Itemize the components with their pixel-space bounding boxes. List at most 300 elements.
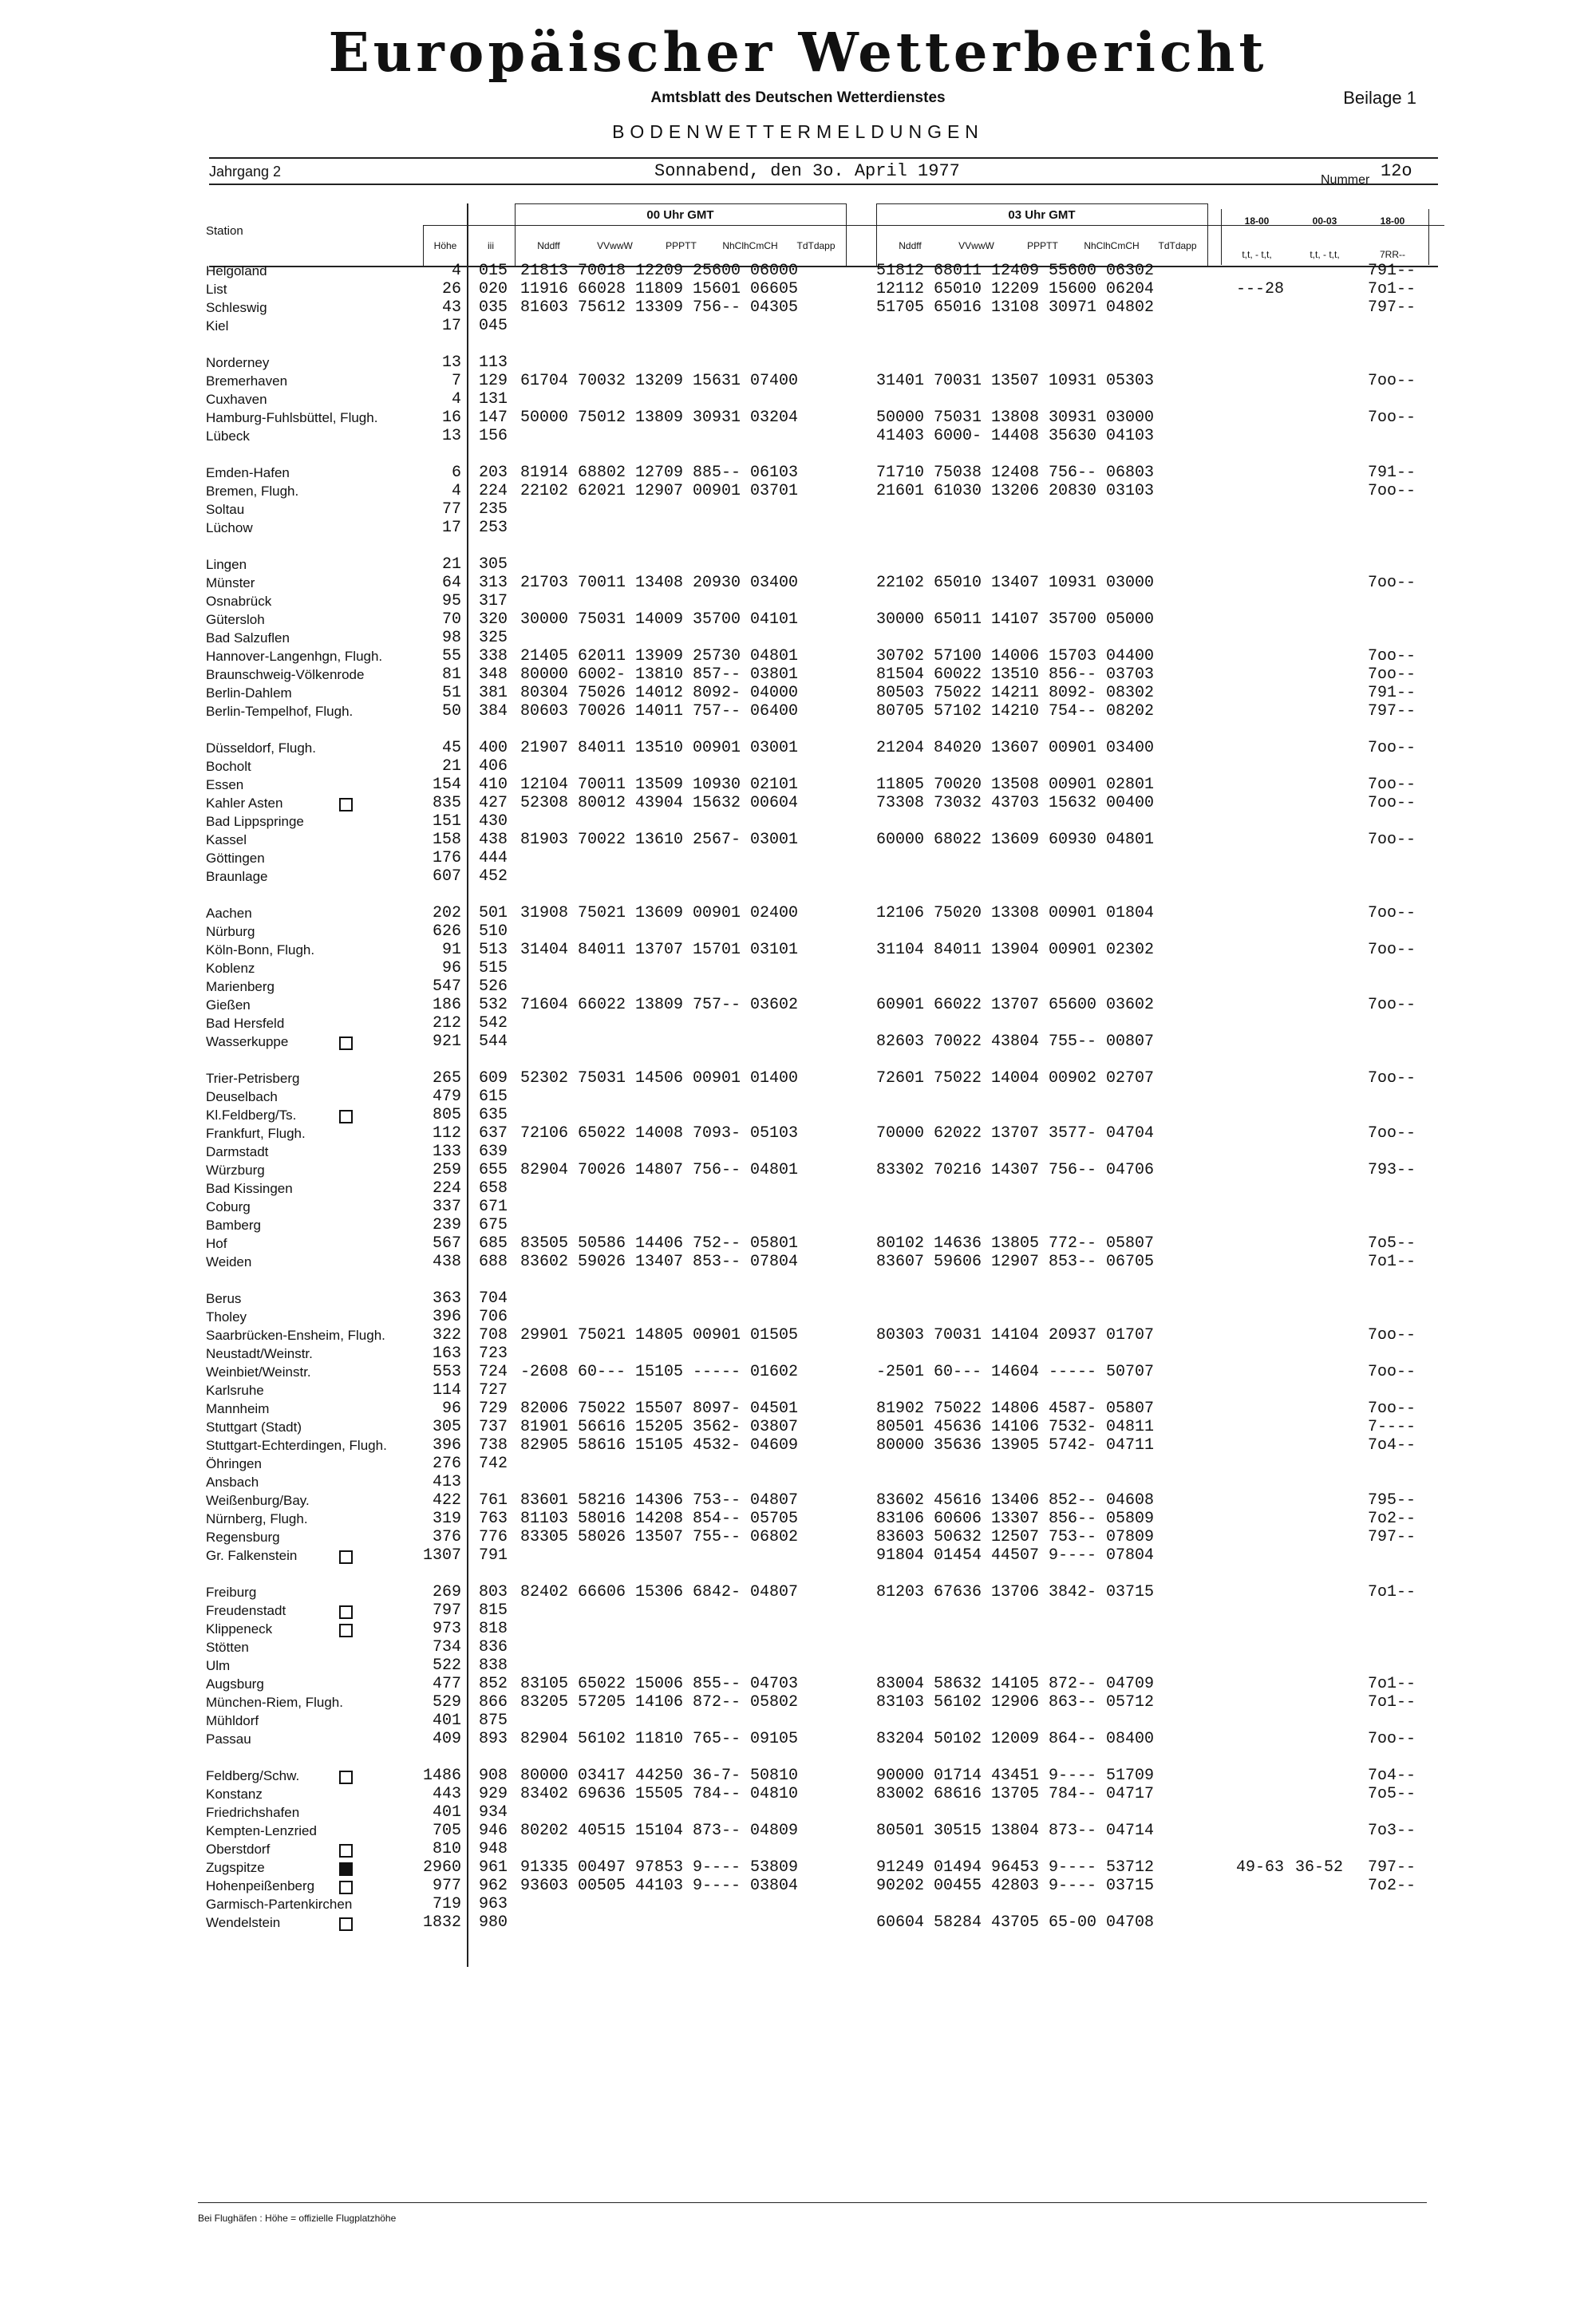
station-number: 526 — [479, 977, 508, 996]
obs-00-gmt: 82905 58616 15105 4532- 04609 — [520, 1436, 799, 1455]
col-ex3-sub: 7RR-- — [1380, 249, 1405, 260]
station-elevation: 4 — [451, 262, 461, 280]
precip-group: 7o1-- — [1368, 1675, 1416, 1693]
station-number: 776 — [479, 1528, 508, 1546]
station-number: 962 — [479, 1877, 508, 1895]
station-elevation: 212 — [432, 1014, 461, 1033]
station-name: Wendelstein — [206, 1915, 281, 1930]
obs-03-gmt: 12106 75020 13308 00901 01804 — [876, 904, 1155, 922]
station-number: 729 — [479, 1400, 508, 1418]
obs-03-gmt: 72601 75022 14004 00902 02707 — [876, 1069, 1155, 1088]
precip-group: 791-- — [1368, 464, 1416, 482]
station-name: Hamburg-Fuhlsbüttel, Flugh. — [206, 410, 378, 425]
station-name: Bocholt — [206, 759, 251, 774]
obs-03-gmt: 80102 14636 13805 772-- 05807 — [876, 1234, 1155, 1253]
station-number: 131 — [479, 390, 508, 409]
precip-group: 7oo-- — [1368, 904, 1416, 922]
col-ex3: 18-00 — [1380, 215, 1405, 227]
station-number: 320 — [479, 610, 508, 629]
station-elevation: 51 — [441, 684, 461, 702]
obs-00-gmt: 83602 59026 13407 853-- 07804 — [520, 1253, 799, 1271]
open-square-icon — [339, 1881, 353, 1894]
precip-group: 7oo-- — [1368, 1124, 1416, 1143]
group-border — [1207, 203, 1208, 266]
station-name: Helgoland — [206, 263, 267, 278]
station-name: Feldberg/Schw. — [206, 1768, 300, 1783]
station-elevation: 55 — [441, 647, 461, 665]
station-name: Hof — [206, 1236, 227, 1251]
station-number: 410 — [479, 776, 508, 794]
station-elevation: 319 — [432, 1510, 461, 1528]
table-header-rule — [209, 266, 1438, 267]
station-name: Weiden — [206, 1254, 252, 1269]
obs-03-gmt: 90202 00455 42803 9---- 03715 — [876, 1877, 1155, 1895]
station-name: Cuxhaven — [206, 392, 267, 407]
col-ex1-sub: t,t, - t,t, — [1242, 249, 1272, 260]
station-elevation: 259 — [432, 1161, 461, 1179]
station-name: Neustadt/Weinstr. — [206, 1346, 313, 1361]
obs-03-gmt: 41403 6000- 14408 35630 04103 — [876, 427, 1155, 445]
obs-03-gmt: 22102 65010 13407 10931 03000 — [876, 574, 1155, 592]
station-elevation: 96 — [441, 1400, 461, 1418]
precip-group: 7o5-- — [1368, 1234, 1416, 1253]
obs-00-gmt: 29901 75021 14805 00901 01505 — [520, 1326, 799, 1344]
station-number: 875 — [479, 1712, 508, 1730]
precip-group: 7oo-- — [1368, 941, 1416, 959]
station-elevation: 396 — [432, 1436, 461, 1455]
obs-03-gmt: 60604 58284 43705 65-00 04708 — [876, 1913, 1155, 1932]
station-number: 893 — [479, 1730, 508, 1748]
col-ex2-sub: t,t, - t,t, — [1310, 249, 1340, 260]
obs-03-gmt: 12112 65010 12209 15600 06204 — [876, 280, 1155, 298]
station-number: 253 — [479, 519, 508, 537]
obs-00-gmt: 31908 75021 13609 00901 02400 — [520, 904, 799, 922]
station-elevation: 626 — [432, 922, 461, 941]
extra-border — [1428, 209, 1429, 265]
station-number: 513 — [479, 941, 508, 959]
station-name: Berlin-Dahlem — [206, 685, 292, 701]
report-subtitle: Amtsblatt des Deutschen Wetterdienstes — [650, 89, 946, 106]
station-name: Karlsruhe — [206, 1383, 264, 1398]
obs-03-gmt: 31104 84011 13904 00901 02302 — [876, 941, 1155, 959]
station-number: 671 — [479, 1198, 508, 1216]
station-number: 738 — [479, 1436, 508, 1455]
obs-00-gmt: 82402 66606 15306 6842- 04807 — [520, 1583, 799, 1601]
obs-03-gmt: 80501 45636 14106 7532- 04811 — [876, 1418, 1155, 1436]
col-00-nddff: Nddff — [537, 240, 560, 251]
col-ex1: 18-00 — [1244, 215, 1270, 227]
precip-group: 7oo-- — [1368, 1069, 1416, 1088]
obs-03-gmt: 91249 01494 96453 9---- 53712 — [876, 1858, 1155, 1877]
table-divider — [467, 203, 468, 1967]
station-name: Mannheim — [206, 1401, 270, 1416]
station-elevation: 43 — [441, 298, 461, 317]
station-number: 737 — [479, 1418, 508, 1436]
station-name: Emden-Hafen — [206, 465, 290, 480]
obs-00-gmt: 30000 75031 14009 35700 04101 — [520, 610, 799, 629]
obs-00-gmt: 80000 6002- 13810 857-- 03801 — [520, 665, 799, 684]
station-number: 224 — [479, 482, 508, 500]
station-elevation: 13 — [441, 353, 461, 372]
precip-group: 791-- — [1368, 684, 1416, 702]
station-elevation: 70 — [441, 610, 461, 629]
station-number: 908 — [479, 1767, 508, 1785]
station-elevation: 422 — [432, 1491, 461, 1510]
station-elevation: 719 — [432, 1895, 461, 1913]
station-elevation: 7 — [451, 372, 461, 390]
obs-00-gmt: 80603 70026 14011 757-- 06400 — [520, 702, 799, 721]
col-00-ppptt: PPPTT — [666, 240, 697, 251]
obs-00-gmt: 82904 70026 14807 756-- 04801 — [520, 1161, 799, 1179]
obs-00-gmt: 82904 56102 11810 765-- 09105 — [520, 1730, 799, 1748]
station-elevation: 163 — [432, 1344, 461, 1363]
station-number: 708 — [479, 1326, 508, 1344]
obs-03-gmt: 83204 50102 12009 864-- 08400 — [876, 1730, 1155, 1748]
station-elevation: 21 — [441, 757, 461, 776]
obs-03-gmt: 80503 75022 14211 8092- 08302 — [876, 684, 1155, 702]
station-number: 035 — [479, 298, 508, 317]
station-name: Berus — [206, 1291, 242, 1306]
station-name: Kahler Asten — [206, 796, 283, 811]
station-elevation: 265 — [432, 1069, 461, 1088]
precip-group: 7o1-- — [1368, 1693, 1416, 1712]
group-border — [846, 203, 847, 266]
obs-00-gmt: 52302 75031 14506 00901 01400 — [520, 1069, 799, 1088]
table-header-rule — [423, 225, 1444, 226]
station-number: 723 — [479, 1344, 508, 1363]
obs-03-gmt: 83106 60606 13307 856-- 05809 — [876, 1510, 1155, 1528]
station-number: 639 — [479, 1143, 508, 1161]
obs-00-gmt: 83105 65022 15006 855-- 04703 — [520, 1675, 799, 1693]
group-rule — [876, 203, 1207, 204]
obs-03-gmt: 80303 70031 14104 20937 01707 — [876, 1326, 1155, 1344]
obs-00-gmt: 83601 58216 14306 753-- 04807 — [520, 1491, 799, 1510]
station-number: 963 — [479, 1895, 508, 1913]
station-name: Stötten — [206, 1640, 249, 1655]
station-name: Gr. Falkenstein — [206, 1548, 298, 1563]
station-number: 501 — [479, 904, 508, 922]
station-number: 763 — [479, 1510, 508, 1528]
station-number: 381 — [479, 684, 508, 702]
station-name: Lüchow — [206, 520, 253, 535]
station-elevation: 401 — [432, 1803, 461, 1822]
station-elevation: 26 — [441, 280, 461, 298]
station-number: 452 — [479, 867, 508, 886]
precip-group: 7o2-- — [1368, 1877, 1416, 1895]
station-number: 791 — [479, 1546, 508, 1565]
open-square-icon — [339, 1917, 353, 1931]
col-03-vvwww: VVwwW — [958, 240, 994, 251]
station-elevation: 2960 — [422, 1858, 461, 1877]
temp-range-18-00: ---28 — [1236, 280, 1285, 298]
obs-03-gmt: 73308 73032 43703 15632 00400 — [876, 794, 1155, 812]
obs-03-gmt: 11805 70020 13508 00901 02801 — [876, 776, 1155, 794]
station-elevation: 322 — [432, 1326, 461, 1344]
station-name: Augsburg — [206, 1676, 264, 1692]
station-name: Nürburg — [206, 924, 255, 939]
station-elevation: 96 — [441, 959, 461, 977]
station-name: Freudenstadt — [206, 1603, 286, 1618]
station-number: 325 — [479, 629, 508, 647]
precip-group: 797-- — [1368, 298, 1416, 317]
issue-date: Sonnabend, den 3o. April 1977 — [654, 161, 960, 181]
station-number: 838 — [479, 1656, 508, 1675]
precip-group: 7oo-- — [1368, 1730, 1416, 1748]
station-elevation: 50 — [441, 702, 461, 721]
station-number: 655 — [479, 1161, 508, 1179]
station-elevation: 797 — [432, 1601, 461, 1620]
station-elevation: 409 — [432, 1730, 461, 1748]
station-elevation: 239 — [432, 1216, 461, 1234]
station-elevation: 553 — [432, 1363, 461, 1381]
precip-group: 7o1-- — [1368, 1253, 1416, 1271]
station-name: Darmstadt — [206, 1144, 269, 1159]
station-elevation: 973 — [432, 1620, 461, 1638]
precip-group: 7oo-- — [1368, 647, 1416, 665]
station-number: 444 — [479, 849, 508, 867]
obs-03-gmt: 83302 70216 14307 756-- 04706 — [876, 1161, 1155, 1179]
station-elevation: 477 — [432, 1675, 461, 1693]
station-name: Düsseldorf, Flugh. — [206, 740, 316, 756]
station-name: Friedrichshafen — [206, 1805, 300, 1820]
precip-group: 7o5-- — [1368, 1785, 1416, 1803]
open-square-icon — [339, 1550, 353, 1564]
obs-03-gmt: 90000 01714 43451 9---- 51709 — [876, 1767, 1155, 1785]
station-name: Lingen — [206, 557, 247, 572]
station-name: Ansbach — [206, 1475, 259, 1490]
station-elevation: 186 — [432, 996, 461, 1014]
station-name: Braunschweig-Völkenrode — [206, 667, 365, 682]
station-name: Klippeneck — [206, 1621, 273, 1637]
open-square-icon — [339, 1036, 353, 1050]
station-name: Tholey — [206, 1309, 247, 1325]
precip-group: 795-- — [1368, 1491, 1416, 1510]
station-name: Garmisch-Partenkirchen — [206, 1897, 353, 1912]
station-number: 532 — [479, 996, 508, 1014]
precip-group: 7oo-- — [1368, 372, 1416, 390]
station-number: 685 — [479, 1234, 508, 1253]
header-rule — [209, 157, 1438, 159]
open-square-icon — [339, 1844, 353, 1858]
footer-rule — [198, 2202, 1427, 2203]
obs-03-gmt: 82603 70022 43804 755-- 00807 — [876, 1033, 1155, 1051]
station-name: Koblenz — [206, 961, 255, 976]
col-03-nddff: Nddff — [899, 240, 922, 251]
station-elevation: 95 — [441, 592, 461, 610]
open-square-icon — [339, 1605, 353, 1619]
table-divider — [423, 225, 424, 267]
precip-group: 7o4-- — [1368, 1436, 1416, 1455]
station-name: Coburg — [206, 1199, 251, 1214]
station-number: 929 — [479, 1785, 508, 1803]
station-number: 015 — [479, 262, 508, 280]
station-name: Kiel — [206, 318, 229, 334]
station-number: 836 — [479, 1638, 508, 1656]
obs-00-gmt: 81901 56616 15205 3562- 03807 — [520, 1418, 799, 1436]
precip-group: 791-- — [1368, 262, 1416, 280]
station-elevation: 202 — [432, 904, 461, 922]
station-name: Göttingen — [206, 851, 265, 866]
station-elevation: 522 — [432, 1656, 461, 1675]
obs-00-gmt: 81603 75612 13309 756-- 04305 — [520, 298, 799, 317]
precip-group: 7oo-- — [1368, 996, 1416, 1014]
station-name: List — [206, 282, 227, 297]
obs-00-gmt: 91335 00497 97853 9---- 53809 — [520, 1858, 799, 1877]
col-00-clouds: NhClhCmCH — [722, 240, 778, 251]
temp-range-00-03: 36-52 — [1295, 1858, 1344, 1877]
station-elevation: 734 — [432, 1638, 461, 1656]
precip-group: 7oo-- — [1368, 776, 1416, 794]
station-number: 675 — [479, 1216, 508, 1234]
station-name: Soltau — [206, 502, 245, 517]
station-number: 384 — [479, 702, 508, 721]
obs-03-gmt: 71710 75038 12408 756-- 06803 — [876, 464, 1155, 482]
station-number: 635 — [479, 1106, 508, 1124]
station-elevation: 835 — [432, 794, 461, 812]
station-name: Weißenburg/Bay. — [206, 1493, 310, 1508]
station-number: 427 — [479, 794, 508, 812]
obs-00-gmt: 80304 75026 14012 8092- 04000 — [520, 684, 799, 702]
precip-group: 7o4-- — [1368, 1767, 1416, 1785]
obs-00-gmt: 81103 58016 14208 854-- 05705 — [520, 1510, 799, 1528]
station-name: Münster — [206, 575, 255, 590]
station-number: 430 — [479, 812, 508, 831]
station-number: 515 — [479, 959, 508, 977]
station-number: 317 — [479, 592, 508, 610]
station-name: Berlin-Tempelhof, Flugh. — [206, 704, 354, 719]
obs-03-gmt: 91804 01454 44507 9---- 07804 — [876, 1546, 1155, 1565]
station-number: 438 — [479, 831, 508, 849]
obs-03-gmt: 83602 45616 13406 852-- 04608 — [876, 1491, 1155, 1510]
obs-00-gmt: 93603 00505 44103 9---- 03804 — [520, 1877, 799, 1895]
station-number: 815 — [479, 1601, 508, 1620]
station-elevation: 154 — [432, 776, 461, 794]
station-name: Bad Salzuflen — [206, 630, 290, 646]
station-number: 706 — [479, 1308, 508, 1326]
col-00-vvwww: VVwwW — [597, 240, 633, 251]
obs-03-gmt: 80000 35636 13905 5742- 04711 — [876, 1436, 1155, 1455]
col-station: Station — [206, 224, 243, 238]
col-03-dewpoint: TdTdapp — [1158, 240, 1197, 251]
station-elevation: 77 — [441, 500, 461, 519]
station-name: Regensburg — [206, 1530, 280, 1545]
obs-00-gmt: 81914 68802 12709 885-- 06103 — [520, 464, 799, 482]
station-elevation: 21 — [441, 555, 461, 574]
issue-number: 12o — [1381, 161, 1412, 181]
station-elevation: 269 — [432, 1583, 461, 1601]
precip-group: 793-- — [1368, 1161, 1416, 1179]
station-elevation: 1486 — [422, 1767, 461, 1785]
obs-00-gmt: 50000 75012 13809 30931 03204 — [520, 409, 799, 427]
obs-00-gmt: 61704 70032 13209 15631 07400 — [520, 372, 799, 390]
station-name: Essen — [206, 777, 244, 792]
obs-00-gmt: 80202 40515 15104 873-- 04809 — [520, 1822, 799, 1840]
precip-group: 7oo-- — [1368, 409, 1416, 427]
precip-group: 7oo-- — [1368, 665, 1416, 684]
obs-03-gmt: 60000 68022 13609 60930 04801 — [876, 831, 1155, 849]
col-00-dewpoint: TdTdapp — [796, 240, 836, 251]
group-rule — [515, 203, 846, 204]
station-elevation: 363 — [432, 1289, 461, 1308]
station-name: Osnabrück — [206, 594, 272, 609]
obs-00-gmt: 22102 62021 12907 00901 03701 — [520, 482, 799, 500]
station-number: 934 — [479, 1803, 508, 1822]
precip-group: 797-- — [1368, 702, 1416, 721]
station-number: 203 — [479, 464, 508, 482]
precip-group: 7o3-- — [1368, 1822, 1416, 1840]
station-name: Gütersloh — [206, 612, 265, 627]
station-name: Bremen, Flugh. — [206, 484, 299, 499]
precip-group: 7oo-- — [1368, 1326, 1416, 1344]
station-name: Passau — [206, 1731, 251, 1747]
station-name: Hannover-Langenhgn, Flugh. — [206, 649, 383, 664]
section-heading: BODENWETTERMELDUNGEN — [612, 121, 984, 142]
obs-00-gmt: 82006 75022 15507 8097- 04501 — [520, 1400, 799, 1418]
station-elevation: 81 — [441, 665, 461, 684]
open-square-icon — [339, 798, 353, 811]
station-name: Kassel — [206, 832, 247, 847]
open-square-icon — [339, 1624, 353, 1637]
station-name: Marienberg — [206, 979, 275, 994]
temp-range-18-00: 49-63 — [1236, 1858, 1285, 1877]
station-number: 400 — [479, 739, 508, 757]
station-name: Kl.Feldberg/Ts. — [206, 1108, 297, 1123]
station-number: 235 — [479, 500, 508, 519]
obs-00-gmt: 83402 69636 15505 784-- 04810 — [520, 1785, 799, 1803]
station-name: Norderney — [206, 355, 270, 370]
station-number: 946 — [479, 1822, 508, 1840]
station-number: 980 — [479, 1913, 508, 1932]
obs-03-gmt: 81902 75022 14806 4587- 05807 — [876, 1400, 1155, 1418]
obs-03-gmt: 50000 75031 13808 30931 03000 — [876, 409, 1155, 427]
station-elevation: 17 — [441, 519, 461, 537]
obs-00-gmt: 11916 66028 11809 15601 06605 — [520, 280, 799, 298]
station-number: 338 — [479, 647, 508, 665]
station-elevation: 45 — [441, 739, 461, 757]
obs-03-gmt: 51812 68011 12409 55600 06302 — [876, 262, 1155, 280]
station-name: Ulm — [206, 1658, 231, 1673]
station-elevation: 529 — [432, 1693, 461, 1712]
station-elevation: 4 — [451, 390, 461, 409]
obs-00-gmt: 71604 66022 13809 757-- 03602 — [520, 996, 799, 1014]
precip-group: 7oo-- — [1368, 739, 1416, 757]
station-elevation: 443 — [432, 1785, 461, 1803]
station-elevation: 401 — [432, 1712, 461, 1730]
station-elevation: 114 — [432, 1381, 461, 1400]
station-name: Bad Kissingen — [206, 1181, 293, 1196]
station-name: Würzburg — [206, 1163, 265, 1178]
station-elevation: 1307 — [422, 1546, 461, 1565]
station-name: Hohenpeißenberg — [206, 1878, 315, 1893]
precip-group: 7---- — [1368, 1418, 1416, 1436]
station-elevation: 6 — [451, 464, 461, 482]
obs-03-gmt: 80705 57102 14210 754-- 08202 — [876, 702, 1155, 721]
station-name: Bad Lippspringe — [206, 814, 304, 829]
station-elevation: 13 — [441, 427, 461, 445]
station-name: Bremerhaven — [206, 373, 288, 389]
obs-03-gmt: 80501 30515 13804 873-- 04714 — [876, 1822, 1155, 1840]
obs-00-gmt: 21907 84011 13510 00901 03001 — [520, 739, 799, 757]
precip-group: 7oo-- — [1368, 574, 1416, 592]
station-number: 348 — [479, 665, 508, 684]
obs-00-gmt: 72106 65022 14008 7093- 05103 — [520, 1124, 799, 1143]
station-name: Wasserkuppe — [206, 1034, 289, 1049]
station-elevation: 567 — [432, 1234, 461, 1253]
station-number: 113 — [479, 353, 508, 372]
station-name: Stuttgart-Echterdingen, Flugh. — [206, 1438, 387, 1453]
station-number: 045 — [479, 317, 508, 335]
station-name: Zugspitze — [206, 1860, 265, 1875]
